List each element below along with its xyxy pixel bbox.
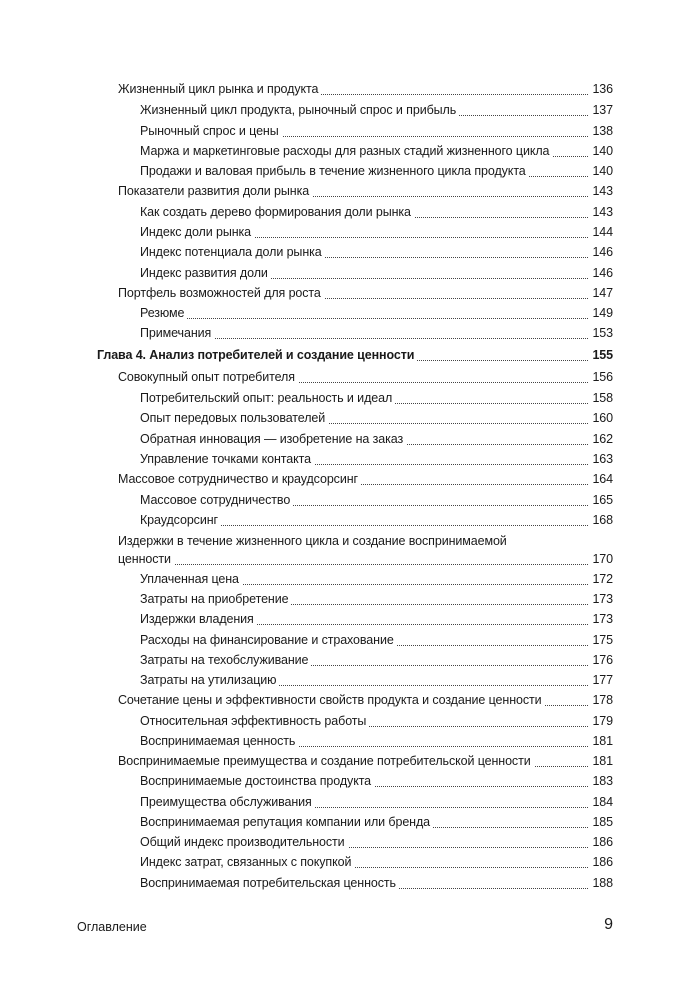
toc-entry-page-number: 181	[589, 732, 613, 750]
toc-entry-page-number: 162	[589, 430, 613, 448]
toc-entry-page-number: 155	[589, 346, 613, 364]
toc-entry-page-number: 143	[589, 203, 613, 221]
toc-entry-page-number: 136	[589, 80, 613, 98]
toc-entry-page-number: 160	[589, 409, 613, 427]
toc-entry-title: Сочетание цены и эффективности свойств продукта и создание ценности	[118, 691, 545, 709]
toc-entry-title: Жизненный цикл продукта, рыночный спрос и прибыль	[140, 101, 459, 119]
toc-entry-page-number: 178	[589, 691, 613, 709]
toc-entry-title: Издержки владения	[140, 610, 257, 628]
toc-entry[interactable]	[0, 409, 692, 427]
toc-entry-title: Расходы на финансирование и страхование	[140, 631, 397, 649]
toc-entry[interactable]	[0, 368, 692, 386]
toc-entry-page-number: 153	[589, 324, 613, 342]
toc-entry[interactable]	[0, 304, 692, 322]
toc-entry-page-number: 175	[589, 631, 613, 649]
toc-entry-title: Издержки в течение жизненного цикла и создание воспринимаемой	[118, 534, 507, 548]
toc-entry-title: Воспринимаемые достоинства продукта	[140, 772, 374, 790]
toc-entry-title: Обратная инновация — изобретение на заказ	[140, 430, 406, 448]
toc-entry-title: Портфель возможностей для роста	[118, 284, 324, 302]
toc-entry-page-number: 164	[589, 470, 613, 488]
toc-entry-title: Как создать дерево формирования доли рынка	[140, 203, 414, 221]
toc-entry[interactable]	[0, 732, 692, 750]
toc-entry[interactable]	[0, 874, 692, 892]
toc-entry-page-number: 188	[589, 874, 613, 892]
toc-entry[interactable]	[0, 752, 692, 770]
toc-entry[interactable]	[0, 793, 692, 811]
toc-entry-page-number: 165	[589, 491, 613, 509]
toc-entry-title: Воспринимаемая потребительская ценность	[140, 874, 399, 892]
toc-entry-page-number: 158	[589, 389, 613, 407]
toc-entry-title: Затраты на техобслуживание	[140, 651, 311, 669]
toc-entry-title: Глава 4. Анализ потребителей и создание ценности	[97, 346, 417, 364]
toc-entry-page-number: 179	[589, 712, 613, 730]
toc-entry-page-number: 176	[589, 651, 613, 669]
toc-entry[interactable]	[0, 223, 692, 241]
toc-entry-page-number: 147	[589, 284, 613, 302]
toc-entry-page-number: 184	[589, 793, 613, 811]
toc-entry-title: Воспринимаемая ценность	[140, 732, 298, 750]
toc-entry[interactable]	[0, 590, 692, 608]
toc-entry-title: Воспринимаемые преимущества и создание потребительской ценности	[118, 752, 534, 770]
toc-entry-title: Маржа и маркетинговые расходы для разных стадий жизненного цикла	[140, 142, 552, 160]
toc-dot-leader	[140, 316, 610, 319]
toc-entry-page-number: 170	[589, 550, 613, 568]
toc-entry[interactable]	[0, 651, 692, 669]
toc-entry-title: Общий индекс производительности	[140, 833, 348, 851]
toc-entry[interactable]	[0, 80, 692, 98]
toc-entry-title: Совокупный опыт потребителя	[118, 368, 298, 386]
toc-entry[interactable]	[0, 511, 692, 529]
toc-entry[interactable]	[0, 389, 692, 407]
toc-entry-page-number: 143	[589, 182, 613, 200]
toc-entry-title: Массовое сотрудничество	[140, 491, 293, 509]
toc-entry[interactable]	[0, 450, 692, 468]
toc-entry-title: Воспринимаемая репутация компании или бренда	[140, 813, 433, 831]
toc-entry-title: Примечания	[140, 324, 214, 342]
toc-entry-title: Массовое сотрудничество и краудсорсинг	[118, 470, 361, 488]
toc-entry[interactable]	[0, 142, 692, 160]
toc-entry-page-number: 138	[589, 122, 613, 140]
toc-entry-page-number: 168	[589, 511, 613, 529]
toc-entry-page-number: 140	[589, 162, 613, 180]
toc-entry-title: Индекс доли рынка	[140, 223, 254, 241]
toc-entry-title: Продажи и валовая прибыль в течение жизненного цикла продукта	[140, 162, 529, 180]
toc-entry-title: Управление точками контакта	[140, 450, 314, 468]
toc-entry[interactable]	[0, 813, 692, 831]
toc-entry[interactable]	[0, 430, 692, 448]
toc-chapter-entry[interactable]	[0, 346, 692, 364]
toc-entry[interactable]	[0, 122, 692, 140]
toc-entry-title: Индекс затрат, связанных с покупкой	[140, 853, 354, 871]
page-number: 9	[604, 916, 613, 933]
toc-entry[interactable]	[0, 284, 692, 302]
toc-entry-title: Рыночный спрос и цены	[140, 122, 282, 140]
toc-entry-page-number: 183	[589, 772, 613, 790]
toc-entry-page-number: 173	[589, 590, 613, 608]
toc-entry-title: Уплаченная цена	[140, 570, 242, 588]
toc-entry-page-number: 186	[589, 833, 613, 851]
toc-entry-title: Краудсорсинг	[140, 511, 221, 529]
toc-entry[interactable]	[0, 712, 692, 730]
toc-entry-page-number: 146	[589, 264, 613, 282]
toc-entry-page-number: 177	[589, 671, 613, 689]
toc-entry-page-number: 163	[589, 450, 613, 468]
toc-entry[interactable]	[0, 182, 692, 200]
toc-entry[interactable]	[0, 853, 692, 871]
toc-entry[interactable]	[0, 470, 692, 488]
toc-entry-title: Затраты на утилизацию	[140, 671, 279, 689]
toc-entry-page-number: 146	[589, 243, 613, 261]
toc-entry-title: Резюме	[140, 304, 187, 322]
toc-entry[interactable]	[0, 671, 692, 689]
toc-entry[interactable]	[0, 772, 692, 790]
toc-entry[interactable]	[0, 203, 692, 221]
toc-entry-page-number: 172	[589, 570, 613, 588]
toc-entry-page-number: 140	[589, 142, 613, 160]
toc-entry[interactable]	[0, 570, 692, 588]
toc-entry-page-number: 181	[589, 752, 613, 770]
toc-entry[interactable]	[0, 264, 692, 282]
toc-entry-page-number: 144	[589, 223, 613, 241]
toc-entry[interactable]	[0, 833, 692, 851]
toc-entry-page-number: 156	[589, 368, 613, 386]
toc-entry-page-number: 149	[589, 304, 613, 322]
toc-entry-page-number: 185	[589, 813, 613, 831]
toc-entry[interactable]	[0, 101, 692, 119]
toc-dot-leader	[118, 562, 610, 565]
toc-entry[interactable]	[0, 534, 692, 568]
toc-entry[interactable]	[0, 243, 692, 261]
toc-entry-page-number: 137	[589, 101, 613, 119]
toc-entry-title: Индекс развития доли	[140, 264, 271, 282]
toc-entry-title: Затраты на приобретение	[140, 590, 291, 608]
toc-entry[interactable]	[0, 691, 692, 709]
toc-entry-title: Жизненный цикл рынка и продукта	[118, 80, 321, 98]
toc-entry-title: Преимущества обслуживания	[140, 793, 315, 811]
toc-entry-title: Опыт передовых пользователей	[140, 409, 328, 427]
toc-entry[interactable]	[0, 610, 692, 628]
toc-entry-title: Показатели развития доли рынка	[118, 182, 312, 200]
toc-entry[interactable]	[0, 324, 692, 342]
toc-entry[interactable]	[0, 631, 692, 649]
toc-entry-title-continuation: ценности	[118, 550, 174, 568]
toc-entry-title: Индекс потенциала доли рынка	[140, 243, 325, 261]
toc-entry-page-number: 173	[589, 610, 613, 628]
toc-entry-title: Потребительский опыт: реальность и идеал	[140, 389, 395, 407]
toc-entry-page-number: 186	[589, 853, 613, 871]
toc-entry[interactable]	[0, 491, 692, 509]
toc-entry[interactable]	[0, 162, 692, 180]
toc-entry-title: Относительная эффективность работы	[140, 712, 369, 730]
running-footer-title: Оглавление	[77, 920, 147, 934]
